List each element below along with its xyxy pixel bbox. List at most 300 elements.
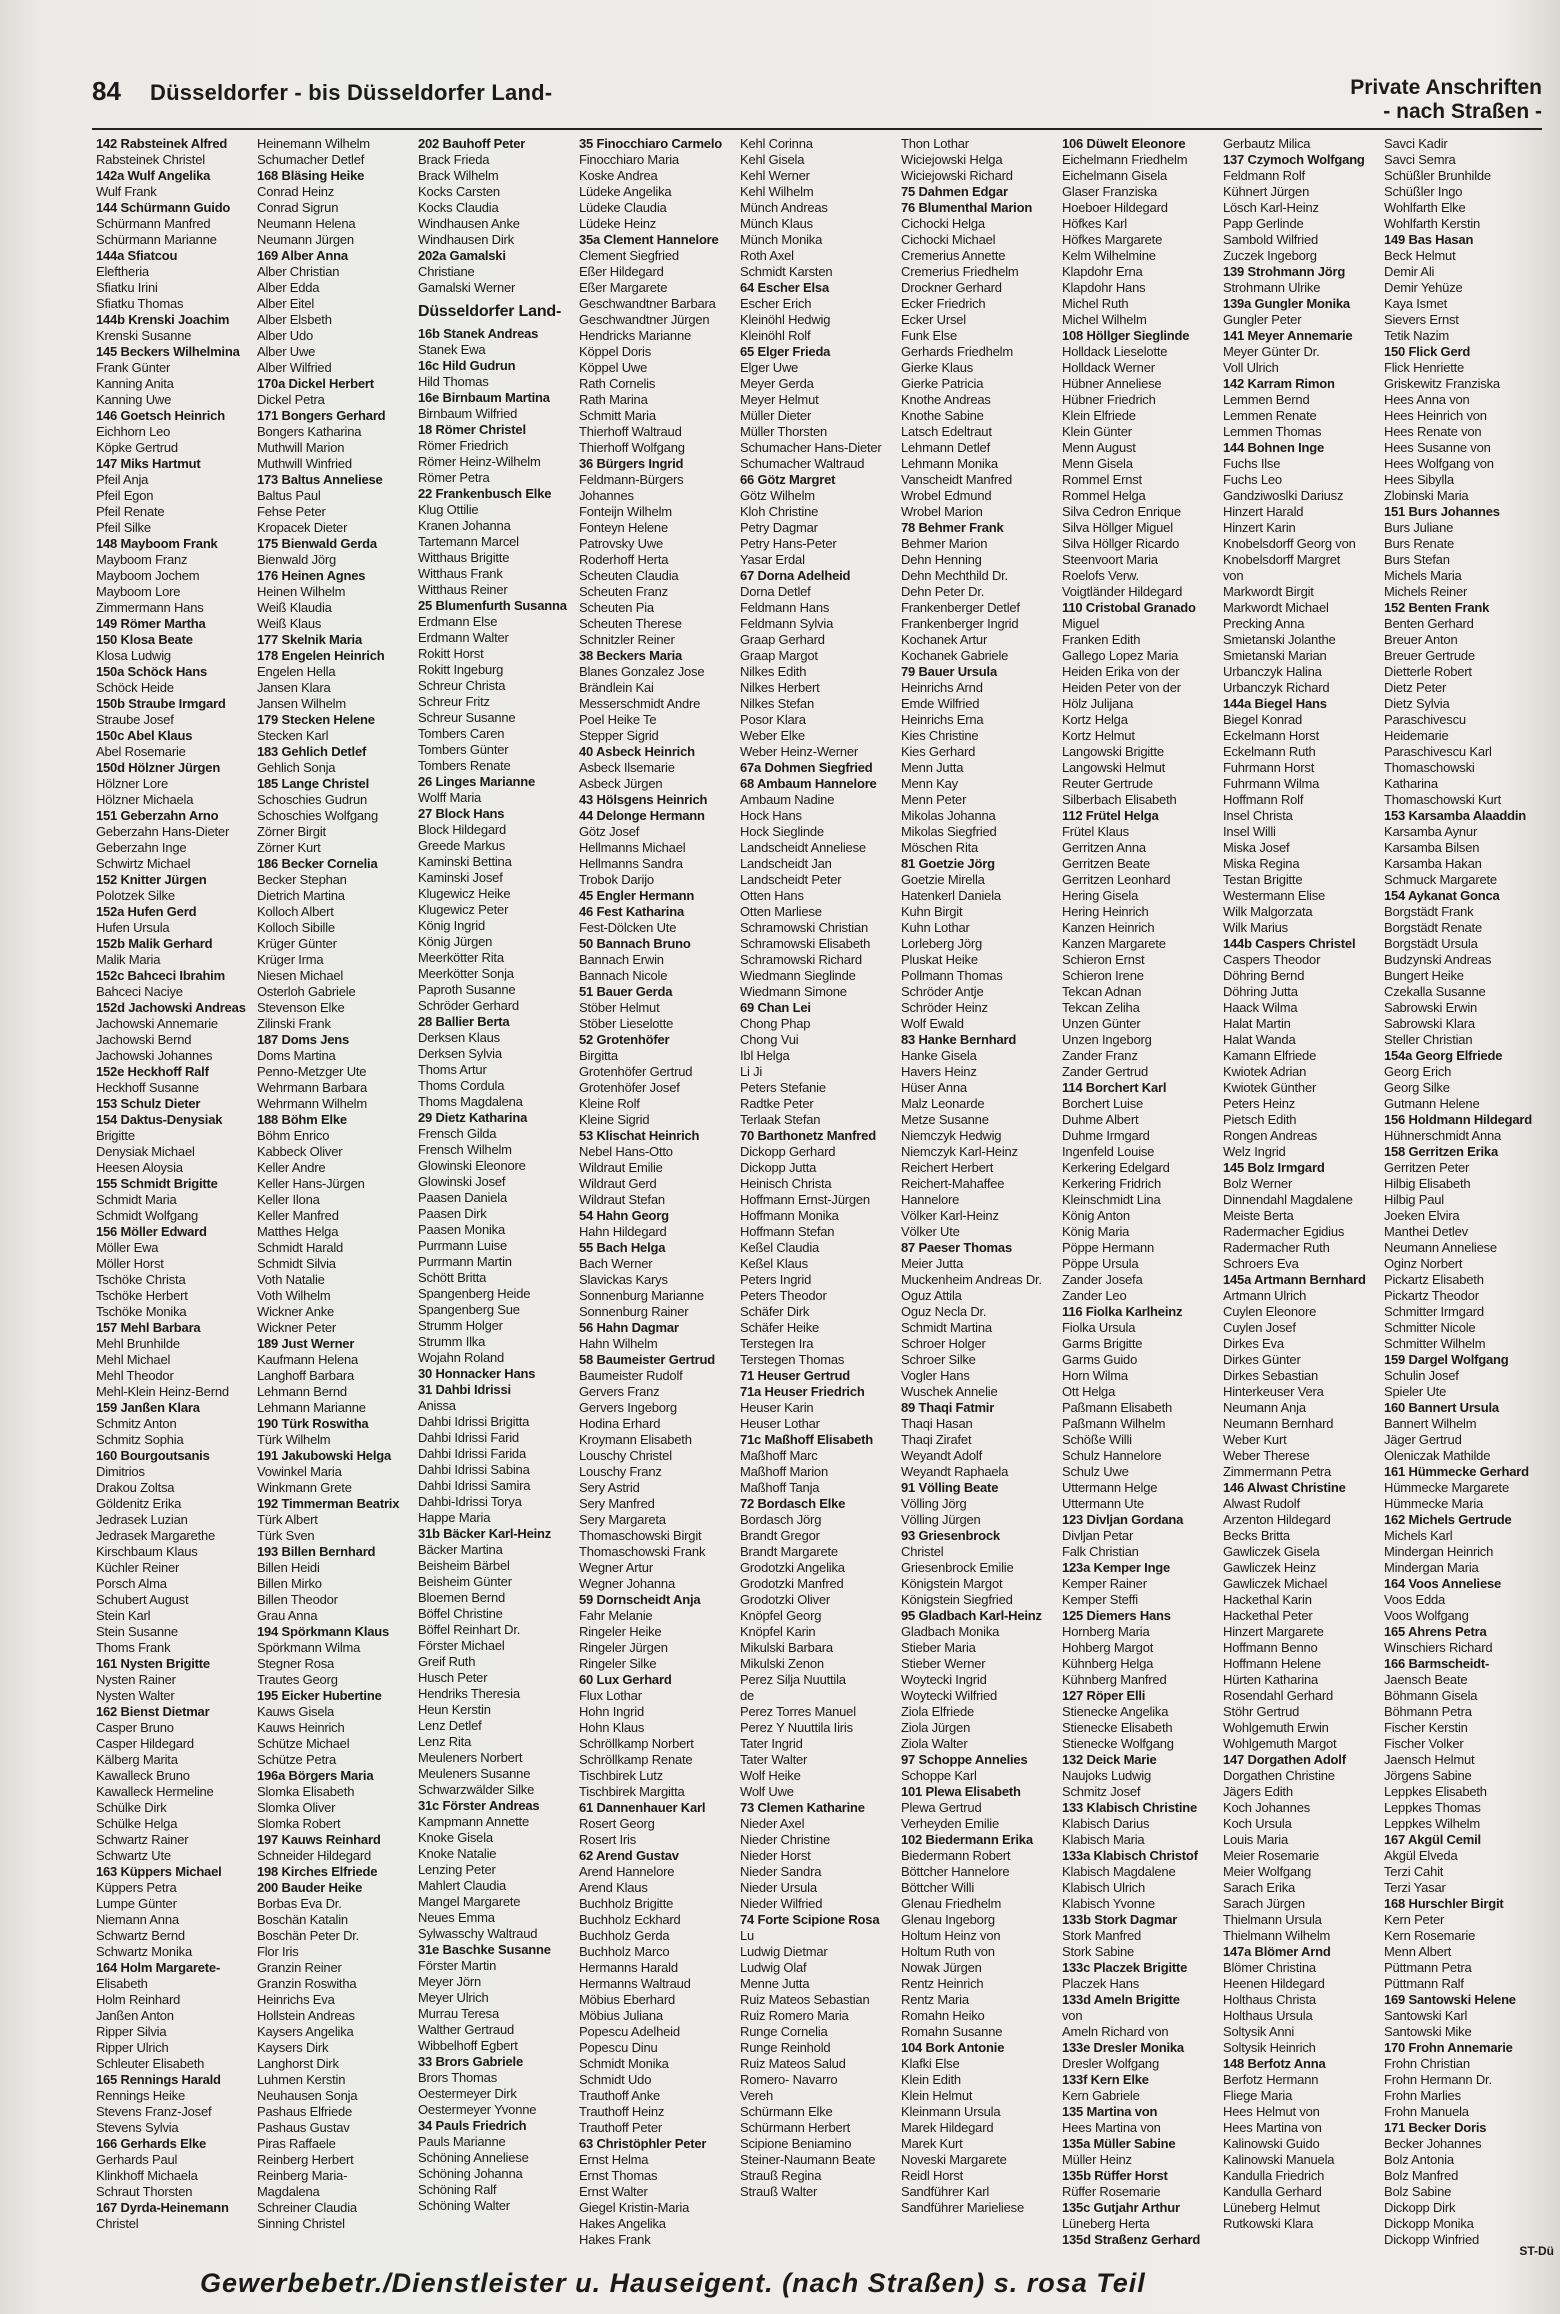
- directory-entry: Keßel Klaus: [740, 1256, 808, 1271]
- directory-entry: Kandulla Gerhard: [1223, 2184, 1322, 2199]
- directory-entry: 135d Straßenz Gerhard: [1062, 2232, 1201, 2247]
- directory-entry: 36 Bürgers Ingrid: [579, 456, 684, 471]
- directory-entry: Giegel Kristin-Maria: [579, 2200, 690, 2215]
- directory-entry: Petry Hans-Peter: [740, 536, 837, 551]
- directory-entry: Karsamba Hakan: [1384, 856, 1482, 871]
- directory-entry: Schröder Heinz: [901, 1000, 988, 1015]
- directory-entry: Voigtländer Hildegard: [1062, 584, 1183, 599]
- directory-entry: Jägers Edith: [1223, 1784, 1293, 1799]
- directory-entry: Kloh Christine: [740, 504, 819, 519]
- directory-entry: Posor Klara: [740, 712, 806, 727]
- directory-entry: Hoffmann Ernst-Jürgen: [740, 1192, 870, 1207]
- directory-entry: 127 Röper Elli: [1062, 1688, 1146, 1703]
- directory-entry: Bolz Werner: [1223, 1176, 1293, 1191]
- directory-entry: Kern Gabriele: [1062, 2088, 1140, 2103]
- directory-entry: Beisheim Günter: [418, 1574, 512, 1589]
- directory-entry: Keller Andre: [257, 1160, 326, 1175]
- directory-entry: Casper Bruno: [96, 1720, 174, 1735]
- directory-entry: Ecker Ursel: [901, 312, 966, 327]
- directory-entry: 200 Bauder Heike: [257, 1880, 363, 1895]
- directory-entry: Glowinski Josef: [418, 1174, 506, 1189]
- directory-entry: 150 Flick Gerd: [1384, 344, 1471, 359]
- directory-entry: Türk Albert: [257, 1512, 318, 1527]
- directory-entry: Jaensch Helmut: [1384, 1752, 1475, 1767]
- directory-entry: 149 Römer Martha: [96, 616, 206, 631]
- directory-entry: Hannelore: [901, 1192, 960, 1207]
- directory-entry: Jedrasek Margarethe: [96, 1528, 216, 1543]
- directory-entry: Witthaus Reiner: [418, 582, 508, 597]
- directory-entry: Weiß Klaudia: [257, 600, 332, 615]
- directory-entry: Borbas Eva Dr.: [257, 1896, 342, 1911]
- directory-entry: Tischbirek Lutz: [579, 1768, 663, 1783]
- directory-entry: Fischer Kerstin: [1384, 1720, 1468, 1735]
- directory-entry: Schleuter Elisabeth: [96, 2056, 205, 2071]
- directory-entry: 27 Block Hans: [418, 806, 505, 821]
- directory-entry: Eleftheria: [96, 264, 149, 279]
- directory-entry: Förster Martin: [418, 1958, 497, 1973]
- directory-entry: Münch Klaus: [740, 216, 813, 231]
- directory-entry: Hinzert Harald: [1223, 504, 1304, 519]
- directory-entry: Meier Rosemarie: [1223, 1848, 1319, 1863]
- directory-entry: Meyer Helmut: [740, 392, 819, 407]
- directory-entry: 152d Jachowski Andreas: [96, 1000, 246, 1015]
- directory-entry: Mayboom Jochem: [96, 568, 200, 583]
- directory-entry: Alber Edda: [257, 280, 320, 295]
- directory-entry: Hellmanns Michael: [579, 840, 686, 855]
- directory-entry: Klabisch Maria: [1062, 1832, 1145, 1847]
- directory-entry: Yasar Erdal: [740, 552, 805, 567]
- directory-entry: Schmitz Josef: [1062, 1784, 1141, 1799]
- directory-entry: Pashaus Gustav: [257, 2120, 350, 2135]
- directory-entry: Sarach Erika: [1223, 1880, 1296, 1895]
- directory-entry: Thierhoff Wolfgang: [579, 440, 685, 455]
- directory-entry: 166 Gerhards Elke: [96, 2136, 207, 2151]
- directory-entry: Dehn Peter Dr.: [901, 584, 985, 599]
- directory-entry: Lorleberg Jörg: [901, 936, 983, 951]
- directory-entry: Hühnerschmidt Anna: [1384, 1128, 1502, 1143]
- directory-entry: Hees Renate von: [1384, 424, 1482, 439]
- directory-entry: Glowinski Eleonore: [418, 1158, 526, 1173]
- directory-entry: Heinrichs Arnd: [901, 680, 983, 695]
- directory-entry: Stork Manfred: [1062, 1928, 1142, 1943]
- directory-entry: Urbanczyk Richard: [1223, 680, 1330, 695]
- directory-entry: Schmitter Wilhelm: [1384, 1336, 1486, 1351]
- directory-entry: Pfeil Silke: [96, 520, 151, 535]
- directory-entry: Leppkes Thomas: [1384, 1800, 1481, 1815]
- directory-entry: Schäfer Heike: [740, 1320, 820, 1335]
- directory-entry: Karsamba Bilsen: [1384, 840, 1480, 855]
- directory-entry: Pickartz Elisabeth: [1384, 1272, 1484, 1287]
- directory-entry: Sandführer Marieliese: [901, 2200, 1024, 2215]
- directory-entry: Miska Regina: [1223, 856, 1300, 871]
- directory-entry: Welz Ingrid: [1223, 1144, 1286, 1159]
- directory-entry: Tater Walter: [740, 1752, 808, 1767]
- directory-entry: Reidl Horst: [901, 2168, 964, 2183]
- directory-entry: Wohlgemuth Erwin: [1223, 1720, 1329, 1735]
- directory-entry: Nieder Wilfried: [740, 1896, 823, 1911]
- directory-entry: Schülke Dirk: [96, 1800, 167, 1815]
- directory-entry: Menn Jutta: [901, 760, 964, 775]
- directory-entry: Urbanczyk Halina: [1223, 664, 1322, 679]
- directory-entry: Holldack Lieselotte: [1062, 344, 1168, 359]
- directory-entry: 71a Heuser Friedrich: [740, 1384, 865, 1399]
- directory-entry: Schütze Michael: [257, 1736, 350, 1751]
- directory-entry: Schulin Josef: [1384, 1368, 1459, 1383]
- directory-entry: Böhmann Petra: [1384, 1704, 1472, 1719]
- directory-entry: 31e Baschke Susanne: [418, 1942, 551, 1957]
- directory-entry: 133b Stork Dagmar: [1062, 1912, 1178, 1927]
- directory-entry: Malik Maria: [96, 952, 161, 967]
- directory-entry: 116 Fiolka Karlheinz: [1062, 1304, 1183, 1319]
- directory-entry: Möschen Rita: [901, 840, 979, 855]
- directory-entry: 70 Barthonetz Manfred: [740, 1128, 876, 1143]
- directory-entry: Sery Manfred: [579, 1496, 655, 1511]
- directory-entry: Roderhoff Herta: [579, 552, 669, 567]
- directory-entry: Schnitzler Reiner: [579, 632, 675, 647]
- directory-entry: Dickel Petra: [257, 392, 325, 407]
- directory-entry: Schürmann Manfred: [96, 216, 211, 231]
- directory-entry: Funk Else: [901, 328, 958, 343]
- directory-entry: Möbius Eberhard: [579, 1992, 675, 2007]
- directory-entry: Lüdeke Heinz: [579, 216, 657, 231]
- directory-entry: Wojahn Roland: [418, 1350, 505, 1365]
- directory-entry: Tombers Renate: [418, 758, 511, 773]
- directory-entry: 78 Behmer Frank: [901, 520, 1004, 535]
- directory-entry: 16e Birnbaum Martina: [418, 390, 550, 405]
- directory-entry: Peters Heinz: [1223, 1096, 1296, 1111]
- directory-entry: Anissa: [418, 1398, 456, 1413]
- directory-entry: Sarach Jürgen: [1223, 1896, 1305, 1911]
- directory-entry: Bannach Nicole: [579, 968, 668, 983]
- directory-entry: Woytecki Ingrid: [901, 1672, 987, 1687]
- directory-entry: Hüser Anna: [901, 1080, 967, 1095]
- directory-entry: 186 Becker Cornelia: [257, 856, 378, 871]
- directory-entry: Lüneberg Herta: [1062, 2216, 1150, 2231]
- directory-entry: Hahn Wilhelm: [579, 1336, 658, 1351]
- directory-entry: Alber Udo: [257, 328, 314, 343]
- directory-entry: Scheuten Claudia: [579, 568, 679, 583]
- directory-entry: Hohberg Margot: [1062, 1640, 1154, 1655]
- directory-entry: Hees Sibylla: [1384, 472, 1454, 487]
- directory-entry: 139 Strohmann Jörg: [1223, 264, 1346, 279]
- directory-entry: Kerkering Edelgard: [1062, 1160, 1170, 1175]
- directory-entry: Precking Anna: [1223, 616, 1305, 631]
- directory-entry: Lehmann Monika: [901, 456, 998, 471]
- directory-entry: Schumacher Waltraud: [740, 456, 865, 471]
- directory-entry: Tischbirek Margitta: [579, 1784, 685, 1799]
- directory-entry: Runge Cornelia: [740, 2024, 828, 2039]
- directory-entry: Rongen Andreas: [1223, 1128, 1318, 1143]
- directory-entry: Hees Anna von: [1384, 392, 1470, 407]
- directory-entry: Schmidt Udo: [579, 2072, 652, 2087]
- directory-entry: Soltysik Anni: [1223, 2024, 1295, 2039]
- directory-entry: 149 Bas Hasan: [1384, 232, 1474, 247]
- directory-entry: 34 Pauls Friedrich: [418, 2118, 527, 2133]
- directory-entry: Pfeil Egon: [96, 488, 154, 503]
- directory-entry: Dietz Sylvia: [1384, 696, 1450, 711]
- directory-entry: Kuhn Birgit: [901, 904, 963, 919]
- directory-entry: Wolff Maria: [418, 790, 482, 805]
- directory-entry: Denysiak Michael: [96, 1144, 195, 1159]
- directory-entry: Verheyden Emilie: [901, 1816, 999, 1831]
- directory-entry: Klafki Else: [901, 2056, 960, 2071]
- directory-entry: Pietsch Edith: [1223, 1112, 1297, 1127]
- directory-entry: 51 Bauer Gerda: [579, 984, 673, 999]
- directory-entry: Neumann Anneliese: [1384, 1240, 1497, 1255]
- directory-entry: Ingenfeld Louise: [1062, 1144, 1155, 1159]
- directory-entry: Kühnberg Helga: [1062, 1656, 1154, 1671]
- directory-entry: Bolz Manfred: [1384, 2168, 1459, 2183]
- directory-entry: Weber Therese: [1223, 1448, 1310, 1463]
- directory-entry: Christel: [901, 1544, 944, 1559]
- directory-entry: Boschän Peter Dr.: [257, 1928, 360, 1943]
- directory-entry: Flor Iris: [257, 1944, 299, 1959]
- directory-entry: Neuhausen Sonja: [257, 2088, 358, 2103]
- directory-entry: Drockner Gerhard: [901, 280, 1002, 295]
- directory-entry: Wiciejowski Helga: [901, 152, 1003, 167]
- directory-entry: Stevens Franz-Josef: [96, 2104, 212, 2119]
- directory-entry: Kranen Johanna: [418, 518, 511, 533]
- directory-entry: Cichocki Helga: [901, 216, 985, 231]
- directory-entry: Völker Ute: [901, 1224, 960, 1239]
- directory-entry: 153 Karsamba Alaaddin: [1384, 808, 1526, 823]
- directory-entry: Holthaus Ursula: [1223, 2008, 1313, 2023]
- directory-entry: Thoms Artur: [418, 1062, 487, 1077]
- directory-entry: 160 Bannert Ursula: [1384, 1400, 1499, 1415]
- directory-entry: Demir Yehüze: [1384, 280, 1463, 295]
- directory-entry: Köpke Gertrud: [96, 440, 178, 455]
- directory-entry: 193 Billen Bernhard: [257, 1544, 376, 1559]
- directory-entry: Hatenkerl Daniela: [901, 888, 1001, 903]
- directory-entry: Murrau Teresa: [418, 2006, 499, 2021]
- directory-entry: Klabisch Magdalene: [1062, 1864, 1176, 1879]
- directory-entry: Meier Wolfgang: [1223, 1864, 1312, 1879]
- directory-entry: Holtum Ruth von: [901, 1944, 995, 1959]
- directory-entry: Greede Markus: [418, 838, 505, 853]
- directory-entry: Lehmann Detlef: [901, 440, 990, 455]
- directory-entry: Radermacher Ruth: [1223, 1240, 1330, 1255]
- directory-entry: Heesen Aloysia: [96, 1160, 183, 1175]
- directory-entry: Eßer Hildegard: [579, 264, 664, 279]
- directory-entry: Rath Cornelis: [579, 376, 656, 391]
- directory-entry: 125 Diemers Hans: [1062, 1608, 1171, 1623]
- directory-entry: Hölz Julijana: [1062, 696, 1134, 711]
- directory-entry: Heinisch Christa: [740, 1176, 832, 1191]
- directory-entry: Döhring Jutta: [1223, 984, 1298, 999]
- directory-entry: 83 Hanke Bernhard: [901, 1032, 1017, 1047]
- directory-entry: Ripper Ulrich: [96, 2040, 169, 2055]
- directory-entry: Abel Rosemarie: [96, 744, 186, 759]
- directory-entry: Lehmann Marianne: [257, 1400, 366, 1415]
- directory-entry: Rentz Heinrich: [901, 1976, 984, 1991]
- directory-entry: Brack Wilhelm: [418, 168, 499, 183]
- directory-entry: Trautes Georg: [257, 1672, 338, 1687]
- directory-entry: Maßhoff Marion: [740, 1464, 828, 1479]
- directory-entry: 71 Heuser Gertrud: [740, 1368, 851, 1383]
- directory-entry: Kleine Rolf: [579, 1096, 640, 1111]
- directory-entry: Holm Reinhard: [96, 1992, 181, 2007]
- column-5: [740, 136, 888, 2226]
- directory-entry: Otten Marliese: [740, 904, 822, 919]
- directory-entry: Keller Ilona: [257, 1192, 320, 1207]
- directory-entry: 133c Placzek Brigitte: [1062, 1960, 1188, 1975]
- directory-entry: Thaqi Zirafet: [901, 1432, 972, 1447]
- directory-entry: 95 Gladbach Karl-Heinz: [901, 1608, 1042, 1623]
- directory-entry: Horn Wilma: [1062, 1368, 1128, 1383]
- directory-entry: Klabisch Ulrich: [1062, 1880, 1145, 1895]
- directory-entry: Chong Vui: [740, 1032, 799, 1047]
- directory-entry: Stork Sabine: [1062, 1944, 1135, 1959]
- directory-entry: Thielmann Ursula: [1223, 1912, 1322, 1927]
- directory-entry: Hübner Anneliese: [1062, 376, 1162, 391]
- directory-entry: Küppers Petra: [96, 1880, 177, 1895]
- directory-entry: Gierke Patricia: [901, 376, 984, 391]
- directory-entry: Rutkowski Klara: [1223, 2216, 1314, 2231]
- directory-entry: Greif Ruth: [418, 1654, 476, 1669]
- directory-entry: Holtum Heinz von: [901, 1928, 1001, 1943]
- directory-entry: Michels Reiner: [1384, 584, 1468, 599]
- directory-entry: Paraschivescu: [1384, 712, 1466, 727]
- directory-entry: Biegel Konrad: [1223, 712, 1303, 727]
- directory-entry: Kauws Heinrich: [257, 1720, 345, 1735]
- directory-entry: Soltysik Heinrich: [1223, 2040, 1316, 2055]
- directory-entry: Dahbi Idrissi Farid: [418, 1430, 519, 1445]
- directory-entry: 133 Klabisch Christine: [1062, 1800, 1198, 1815]
- directory-entry: Niemczyk Hedwig: [901, 1128, 1002, 1143]
- directory-entry: Griesenbrock Emilie: [901, 1560, 1014, 1575]
- directory-entry: Vowinkel Maria: [257, 1464, 342, 1479]
- directory-entry: Völling Jörg: [901, 1496, 967, 1511]
- directory-entry: Gerritzen Peter: [1384, 1160, 1470, 1175]
- directory-entry: 202a Gamalski: [418, 248, 506, 263]
- directory-entry: Sabrowski Erwin: [1384, 1000, 1478, 1015]
- directory-entry: Feldmann Sylvia: [740, 616, 834, 631]
- directory-entry: Maßhoff Marc: [740, 1448, 818, 1463]
- directory-entry: Gawliczek Gisela: [1223, 1544, 1320, 1559]
- directory-entry: Zander Leo: [1062, 1288, 1127, 1303]
- directory-entry: Geschwandtner Jürgen: [579, 312, 710, 327]
- directory-entry: 150 Klosa Beate: [96, 632, 193, 647]
- directory-entry: Kanning Anita: [96, 376, 174, 391]
- directory-entry: Pauls Marianne: [418, 2134, 506, 2149]
- directory-entry: Schramowski Christian: [740, 920, 869, 935]
- directory-entry: Cremerius Friedhelm: [901, 264, 1019, 279]
- directory-entry: Divljan Petar: [1062, 1528, 1134, 1543]
- directory-entry: Schöning Ralf: [418, 2182, 497, 2197]
- directory-entry: Conrad Heinz: [257, 184, 335, 199]
- directory-entry: Heenen Hildegard: [1223, 1976, 1325, 1991]
- directory-entry: Haack Wilma: [1223, 1000, 1298, 1015]
- directory-entry: 150d Hölzner Jürgen: [96, 760, 221, 775]
- directory-entry: 75 Dahmen Edgar: [901, 184, 1008, 199]
- directory-entry: Kehl Wilhelm: [740, 184, 814, 199]
- directory-entry: Nowak Jürgen: [901, 1960, 982, 1975]
- directory-entry: 133a Klabisch Christof: [1062, 1848, 1198, 1863]
- directory-entry: Heuser Lothar: [740, 1416, 820, 1431]
- directory-entry: Kropacek Dieter: [257, 520, 348, 535]
- directory-entry: Purrmann Martin: [418, 1254, 512, 1269]
- directory-entry: Unzen Günter: [1062, 1016, 1141, 1031]
- directory-entry: Müller Thorsten: [740, 424, 828, 439]
- directory-entry: Sonnenburg Marianne: [579, 1288, 704, 1303]
- directory-entry: Böttcher Hannelore: [901, 1864, 1010, 1879]
- directory-entry: Louschy Franz: [579, 1464, 662, 1479]
- directory-entry: Heiden Erika von der: [1062, 664, 1180, 679]
- directory-entry: Kabbeck Oliver: [257, 1144, 343, 1159]
- directory-entry: Breuer Gertrude: [1384, 648, 1475, 663]
- directory-entry: Strumm Holger: [418, 1318, 503, 1333]
- directory-entry: Borgstädt Renate: [1384, 920, 1482, 935]
- directory-entry: Pickartz Theodor: [1384, 1288, 1479, 1303]
- directory-entry: Ludwig Olaf: [740, 1960, 807, 1975]
- directory-entry: 154 Daktus-Denysiak: [96, 1112, 223, 1127]
- directory-entry: Schreur Susanne: [418, 710, 516, 725]
- directory-entry: Pöppe Hermann: [1062, 1240, 1155, 1255]
- directory-entry: Ziola Elfriede: [901, 1704, 975, 1719]
- directory-entry: Wuschek Annelie: [901, 1384, 998, 1399]
- directory-entry: Miska Josef: [1223, 840, 1290, 855]
- directory-entry: Hoffmann Rolf: [1223, 792, 1304, 807]
- directory-entry: Klein Edith: [901, 2072, 961, 2087]
- directory-entry: 91 Völling Beate: [901, 1480, 999, 1495]
- directory-entry: Voos Wolfgang: [1384, 1608, 1469, 1623]
- directory-entry: Rosert Iris: [579, 1832, 637, 1847]
- directory-entry: Paasen Dirk: [418, 1206, 487, 1221]
- directory-entry: Jäger Gertrud: [1384, 1432, 1462, 1447]
- directory-entry: Schneider Hildegard: [257, 1848, 371, 1863]
- directory-entry: Fuhrmann Horst: [1223, 760, 1315, 775]
- directory-entry: 28 Ballier Berta: [418, 1014, 510, 1029]
- directory-entry: Maßhoff Tanja: [740, 1480, 820, 1495]
- directory-entry: Weyandt Adolf: [901, 1448, 982, 1463]
- directory-entry: Kehl Corinna: [740, 136, 813, 151]
- directory-entry: Porsch Alma: [96, 1576, 167, 1591]
- directory-entry: Nieder Ursula: [740, 1880, 817, 1895]
- directory-entry: Nilkes Herbert: [740, 680, 820, 695]
- directory-entry: Meerkötter Sonja: [418, 966, 514, 981]
- directory-entry: Paasen Daniela: [418, 1190, 507, 1205]
- directory-entry: Feldmann-Bürgers: [579, 472, 684, 487]
- directory-entry: Billen Mirko: [257, 1576, 322, 1591]
- directory-entry: Schöning Johanna: [418, 2166, 523, 2181]
- directory-entry: 40 Asbeck Heinrich: [579, 744, 695, 759]
- directory-entry: Jansen Klara: [257, 680, 331, 695]
- directory-entry: Winkmann Grete: [257, 1480, 352, 1495]
- directory-entry: 141 Meyer Annemarie: [1223, 328, 1353, 343]
- directory-entry: Kocks Claudia: [418, 200, 499, 215]
- directory-entry: Wehrmann Barbara: [257, 1080, 368, 1095]
- address-columns: [96, 136, 1546, 2247]
- directory-entry: Leppkes Wilhelm: [1384, 1816, 1480, 1831]
- directory-entry: Terzi Yasar: [1384, 1880, 1446, 1895]
- directory-entry: Knoke Gisela: [418, 1830, 493, 1845]
- directory-entry: Höfkes Karl: [1062, 216, 1127, 231]
- directory-entry: Hohn Ingrid: [579, 1704, 645, 1719]
- directory-entry: Steiner-Naumann Beate: [740, 2152, 876, 2167]
- directory-entry: Meyer Günter Dr.: [1223, 344, 1320, 359]
- directory-entry: 60 Lux Gerhard: [579, 1672, 672, 1687]
- directory-entry: Halat Martin: [1223, 1016, 1291, 1031]
- directory-entry: Hümmecke Margarete: [1384, 1480, 1509, 1495]
- directory-entry: Schött Britta: [418, 1270, 487, 1285]
- directory-entry: 67 Dorna Adelheid: [740, 568, 851, 583]
- directory-entry: Ripper Silvia: [96, 2024, 167, 2039]
- directory-entry: Buchholz Eckhard: [579, 1912, 681, 1927]
- directory-entry: Sinning Christel: [257, 2216, 345, 2231]
- directory-entry: Gungler Peter: [1223, 312, 1302, 327]
- directory-entry: Hölzner Lore: [96, 776, 169, 791]
- directory-entry: Kaysers Dirk: [257, 2040, 329, 2055]
